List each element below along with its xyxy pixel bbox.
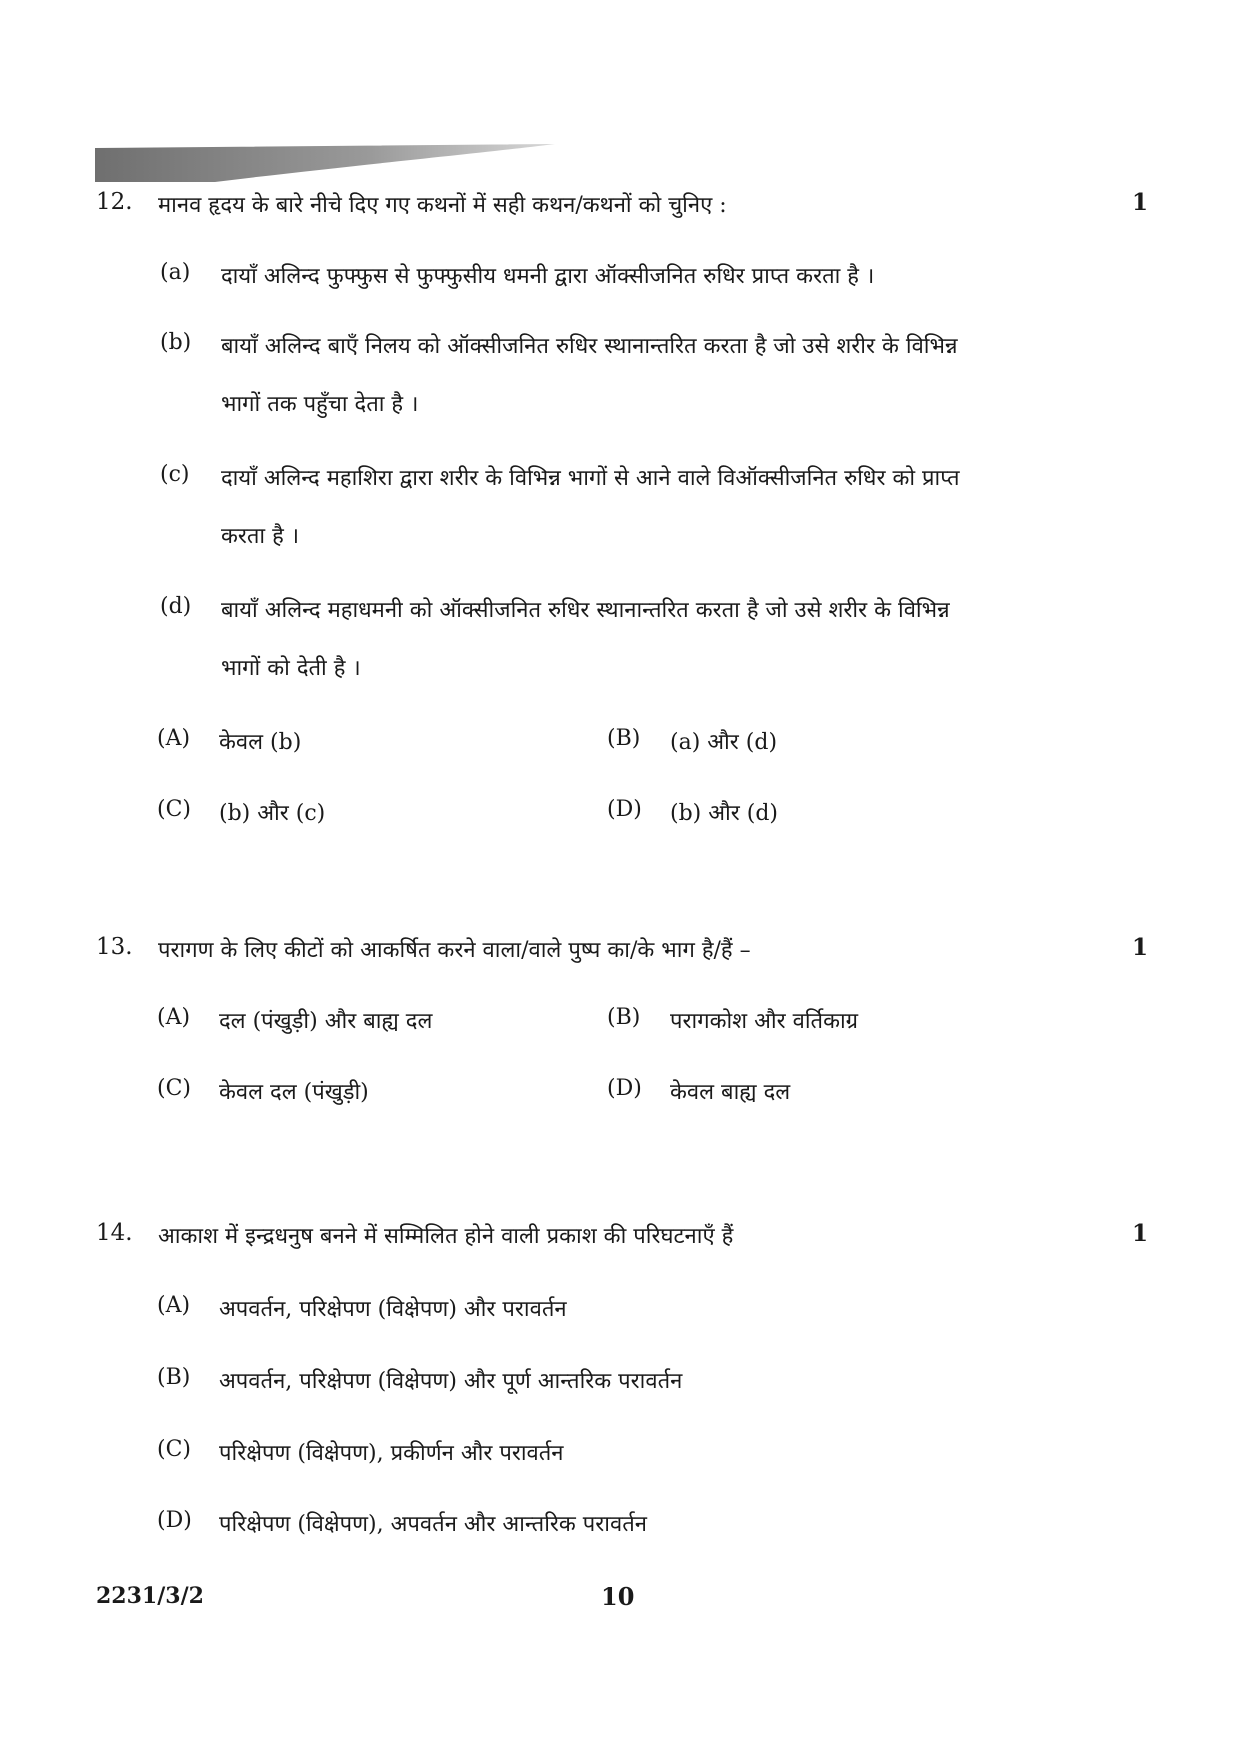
option-label: (D) bbox=[607, 797, 642, 822]
statement-text: बायाँ अलिन्द महाधमनी को ऑक्सीजनित रुधिर स्थानान्तरित करता है जो उसे शरीर के विभिन्न bbox=[221, 598, 950, 623]
option-text: केवल (b) bbox=[219, 730, 302, 755]
statement-text: भागों तक पहुँचा देता है । bbox=[221, 392, 419, 417]
option-label: (B) bbox=[607, 1005, 641, 1030]
option-label: (C) bbox=[157, 1437, 191, 1462]
option-text: परिक्षेपण (विक्षेपण), अपवर्तन और आन्तरिक परावर्तन bbox=[219, 1512, 647, 1537]
statement-label: (d) bbox=[160, 594, 192, 619]
option-label: (D) bbox=[607, 1076, 642, 1101]
page-number: 10 bbox=[601, 1582, 635, 1611]
statement-text: दायाँ अलिन्द फुफ्फुस से फुफ्फुसीय धमनी द्वारा ऑक्सीजनित रुधिर प्राप्त करता है । bbox=[221, 264, 875, 289]
question-marks: 1 bbox=[1132, 1220, 1149, 1247]
option-label: (B) bbox=[607, 726, 641, 751]
option-text: केवल बाह्य दल bbox=[670, 1080, 791, 1105]
question-number: 12. bbox=[96, 189, 133, 215]
question-text: आकाश में इन्द्रधनुष बनने में सम्मिलित होने वाली प्रकाश की परिघटनाएँ हैं bbox=[158, 1224, 734, 1249]
paper-code: 2231/3/2 bbox=[96, 1583, 204, 1609]
statement-label: (a) bbox=[160, 260, 191, 285]
header-decoration bbox=[95, 144, 555, 182]
question-text: परागण के लिए कीटों को आकर्षित करने वाला/वाले पुष्प का/के भाग है/हैं – bbox=[158, 938, 751, 963]
option-label: (C) bbox=[157, 797, 191, 822]
option-text: (a) और (d) bbox=[670, 730, 778, 755]
question-number: 13. bbox=[96, 934, 133, 960]
option-text: परागकोश और वर्तिकाग्र bbox=[670, 1009, 859, 1034]
question-number: 14. bbox=[96, 1220, 133, 1246]
option-label: (C) bbox=[157, 1076, 191, 1101]
option-text: अपवर्तन, परिक्षेपण (विक्षेपण) और पूर्ण आन्तरिक परावर्तन bbox=[219, 1369, 683, 1394]
question-marks: 1 bbox=[1132, 934, 1149, 961]
question-marks: 1 bbox=[1132, 189, 1149, 216]
option-text: दल (पंखुड़ी) और बाह्य दल bbox=[219, 1009, 433, 1034]
statement-label: (b) bbox=[160, 330, 192, 355]
option-text: केवल दल (पंखुड़ी) bbox=[219, 1080, 369, 1105]
option-text: परिक्षेपण (विक्षेपण), प्रकीर्णन और परावर्तन bbox=[219, 1441, 564, 1466]
option-text: अपवर्तन, परिक्षेपण (विक्षेपण) और परावर्तन bbox=[219, 1297, 567, 1322]
statement-text: बायाँ अलिन्द बाएँ निलय को ऑक्सीजनित रुधिर स्थानान्तरित करता है जो उसे शरीर के विभिन्न bbox=[221, 334, 958, 359]
option-label: (A) bbox=[157, 1005, 191, 1030]
option-label: (B) bbox=[157, 1365, 191, 1390]
statement-text: दायाँ अलिन्द महाशिरा द्वारा शरीर के विभिन्न भागों से आने वाले विऑक्सीजनित रुधिर को प्राप्त bbox=[221, 466, 960, 491]
statement-text: करता है । bbox=[221, 524, 300, 549]
statement-label: (c) bbox=[160, 462, 190, 487]
question-text: मानव हृदय के बारे नीचे दिए गए कथनों में सही कथन/कथनों को चुनिए : bbox=[158, 193, 727, 218]
option-label: (A) bbox=[157, 726, 191, 751]
option-label: (D) bbox=[157, 1508, 192, 1533]
option-text: (b) और (d) bbox=[670, 801, 778, 826]
option-text: (b) और (c) bbox=[219, 801, 326, 826]
statement-text: भागों को देती है । bbox=[221, 656, 361, 681]
option-label: (A) bbox=[157, 1293, 191, 1318]
